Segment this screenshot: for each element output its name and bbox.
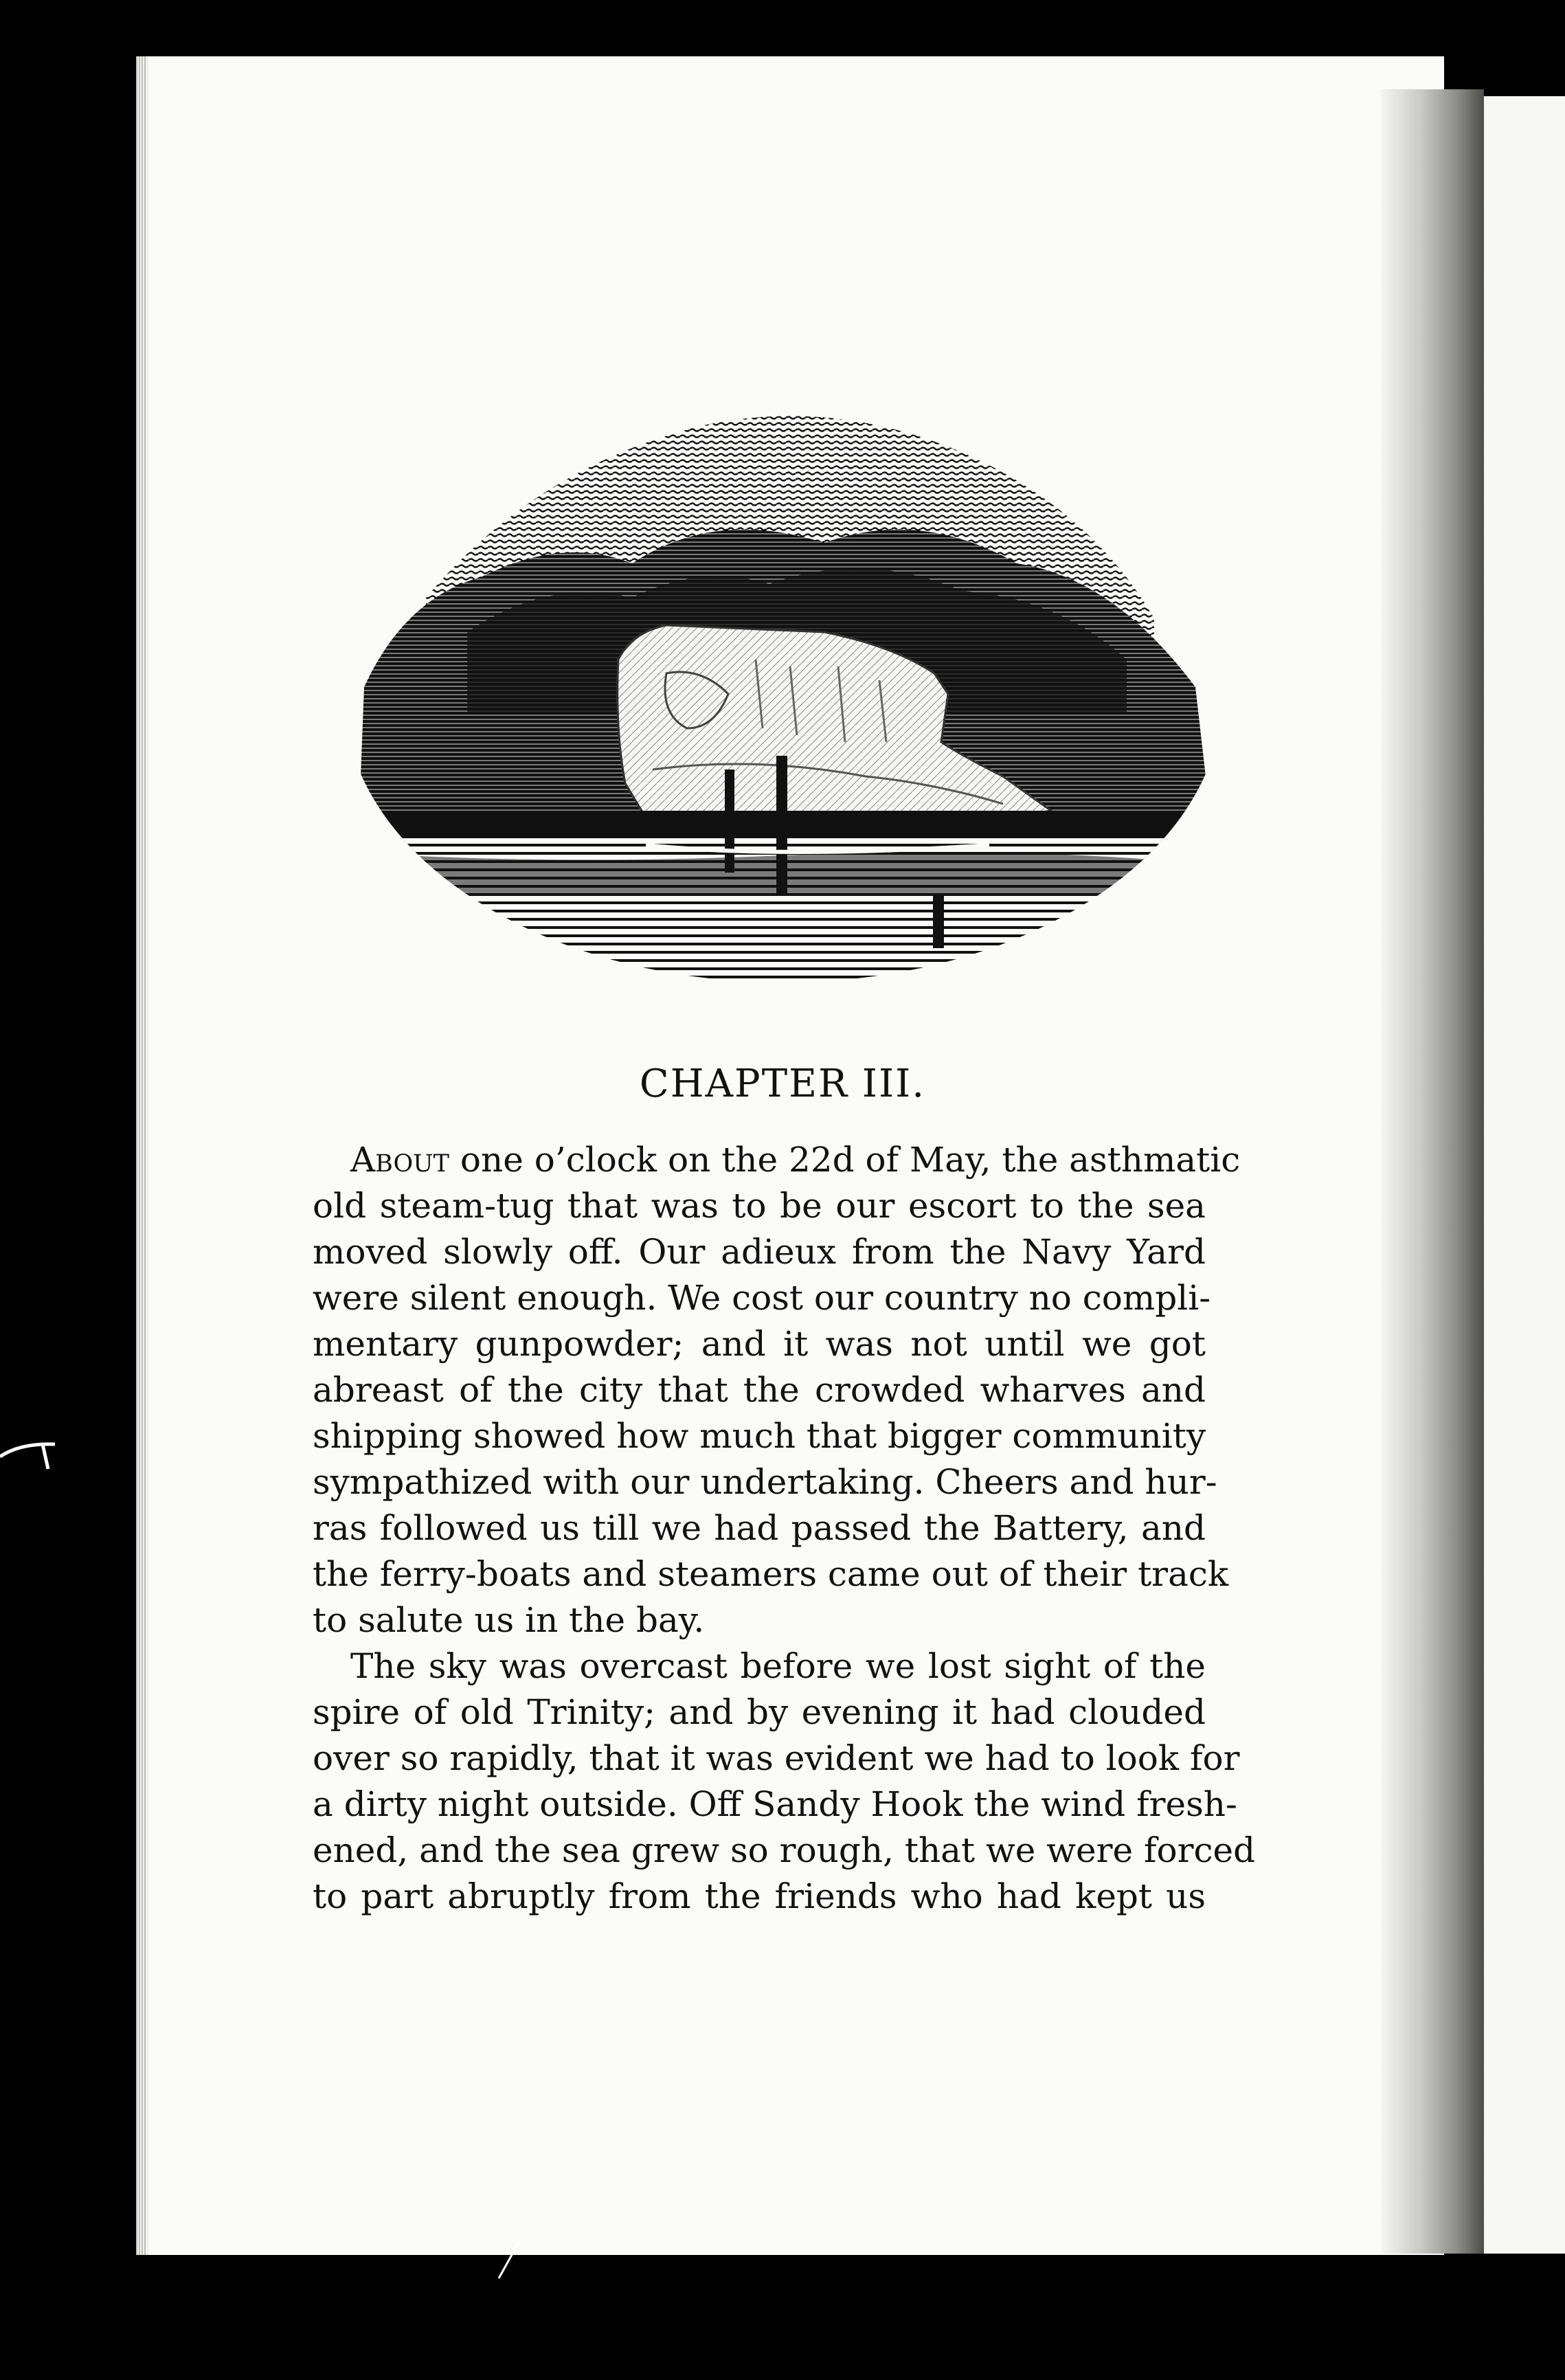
text-line: to salute us in the bay. bbox=[313, 1600, 705, 1640]
text-line: spire of old Trinity; and by evening it had clouded bbox=[313, 1692, 1206, 1732]
scan-tick-icon bbox=[495, 2240, 522, 2281]
text-line: old steam-tug that was to be our escort to the sea bbox=[313, 1186, 1206, 1226]
text-line: moved slowly off. Our adieux from the Navy Yard bbox=[313, 1232, 1206, 1272]
gutter-shadow bbox=[1381, 89, 1484, 2254]
text-line: About one o’clock on the 22d of May, the asthmatic bbox=[350, 1140, 1241, 1180]
iceberg-engraving-icon bbox=[344, 371, 1223, 1017]
chapter-title: CHAPTER III. bbox=[639, 1062, 926, 1106]
text-line: abreast of the city that the crowded wharves and bbox=[313, 1370, 1206, 1410]
text-line: over so rapidly, that it was evident we had to look for bbox=[313, 1738, 1240, 1778]
text-line: a dirty night outside. Off Sandy Hook the wind fresh- bbox=[313, 1784, 1237, 1824]
text-line: mentary gunpowder; and it was not until we got bbox=[313, 1324, 1206, 1364]
lead-word: About bbox=[350, 1140, 450, 1180]
paragraph-2 bbox=[313, 1643, 1256, 1920]
adjacent-page bbox=[1484, 96, 1565, 2254]
chapter-body bbox=[313, 1137, 1256, 1920]
text-line: sympathized with our undertaking. Cheers and hur- bbox=[313, 1462, 1217, 1502]
margin-mark-icon bbox=[0, 1429, 62, 1470]
text-line: were silent enough. We cost our country no compli- bbox=[313, 1278, 1211, 1318]
text-line: ened, and the sea grew so rough, that we were forced bbox=[313, 1830, 1256, 1870]
text-line: ras followed us till we had passed the Battery, and bbox=[313, 1508, 1206, 1548]
text-line: The sky was overcast before we lost sight of the bbox=[350, 1646, 1206, 1686]
text-line: the ferry-boats and steamers came out of their track bbox=[313, 1554, 1229, 1594]
page-edge bbox=[136, 56, 146, 2255]
text-line: shipping showed how much that bigger community bbox=[313, 1416, 1206, 1456]
paragraph-1 bbox=[313, 1137, 1241, 1643]
scan-border bbox=[0, 2255, 1565, 2380]
text-line: to part abruptly from the friends who had kept us bbox=[313, 1876, 1206, 1916]
